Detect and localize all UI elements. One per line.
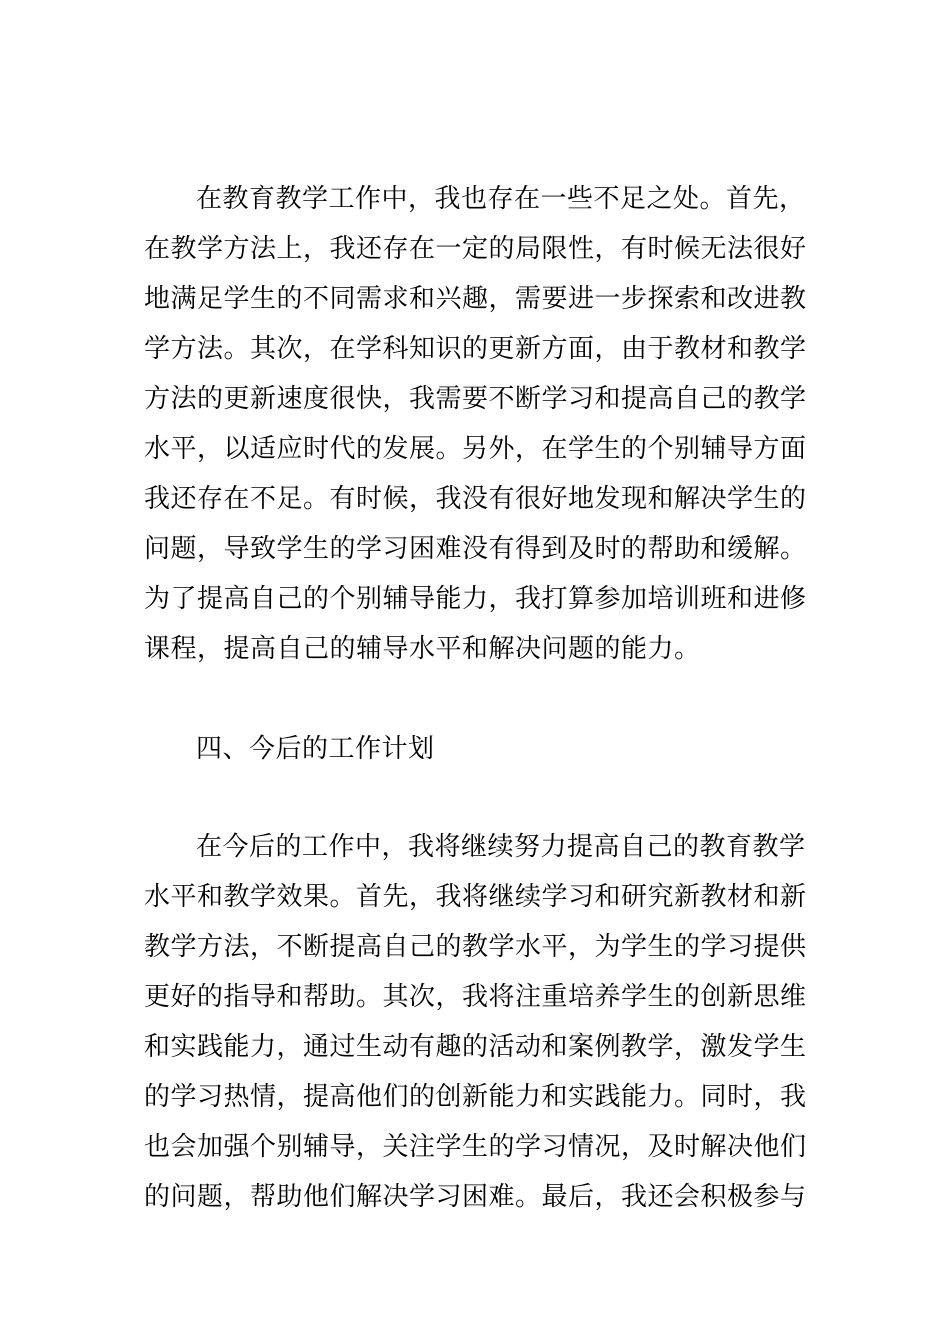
paragraph-1-line: 在教育教学工作中，我也存在一些不足之处。首先， <box>196 184 806 214</box>
paragraph-1-line: 问题，导致学生的学习困难没有得到及时的帮助和缓解。 <box>144 534 807 564</box>
paragraph-2-line: 的问题，帮助他们解决学习困难。最后，我还会积极参与 <box>144 1182 807 1212</box>
paragraph-1-line: 课程，提高自己的辅导水平和解决问题的能力。 <box>144 634 701 664</box>
paragraph-1-line: 在教学方法上，我还存在一定的局限性，有时候无法很好 <box>144 234 807 264</box>
paragraph-1-line: 地满足学生的不同需求和兴趣，需要进一步探索和改进教 <box>144 284 807 314</box>
paragraph-1-line: 我还存在不足。有时候，我没有很好地发现和解决学生的 <box>144 484 807 514</box>
paragraph-1-line: 学方法。其次，在学科知识的更新方面，由于教材和教学 <box>144 334 807 364</box>
section-heading: 四、今后的工作计划 <box>196 734 435 764</box>
paragraph-1-line: 为了提高自己的个别辅导能力，我打算参加培训班和进修 <box>144 584 807 614</box>
paragraph-2-line: 也会加强个别辅导，关注学生的学习情况，及时解决他们 <box>144 1132 807 1162</box>
paragraph-2-line: 的学习热情，提高他们的创新能力和实践能力。同时，我 <box>144 1082 807 1112</box>
paragraph-2-line: 和实践能力，通过生动有趣的活动和案例教学，激发学生 <box>144 1032 807 1062</box>
paragraph-2-line: 在今后的工作中，我将继续努力提高自己的教育教学 <box>196 832 806 862</box>
paragraph-2-line: 水平和教学效果。首先，我将继续学习和研究新教材和新 <box>144 882 807 912</box>
paragraph-1-line: 水平，以适应时代的发展。另外，在学生的个别辅导方面 <box>144 434 807 464</box>
paragraph-1-line: 方法的更新速度很快，我需要不断学习和提高自己的教学 <box>144 384 807 414</box>
paragraph-2-line: 更好的指导和帮助。其次，我将注重培养学生的创新思维 <box>144 982 807 1012</box>
paragraph-2-line: 教学方法，不断提高自己的教学水平，为学生的学习提供 <box>144 932 807 962</box>
